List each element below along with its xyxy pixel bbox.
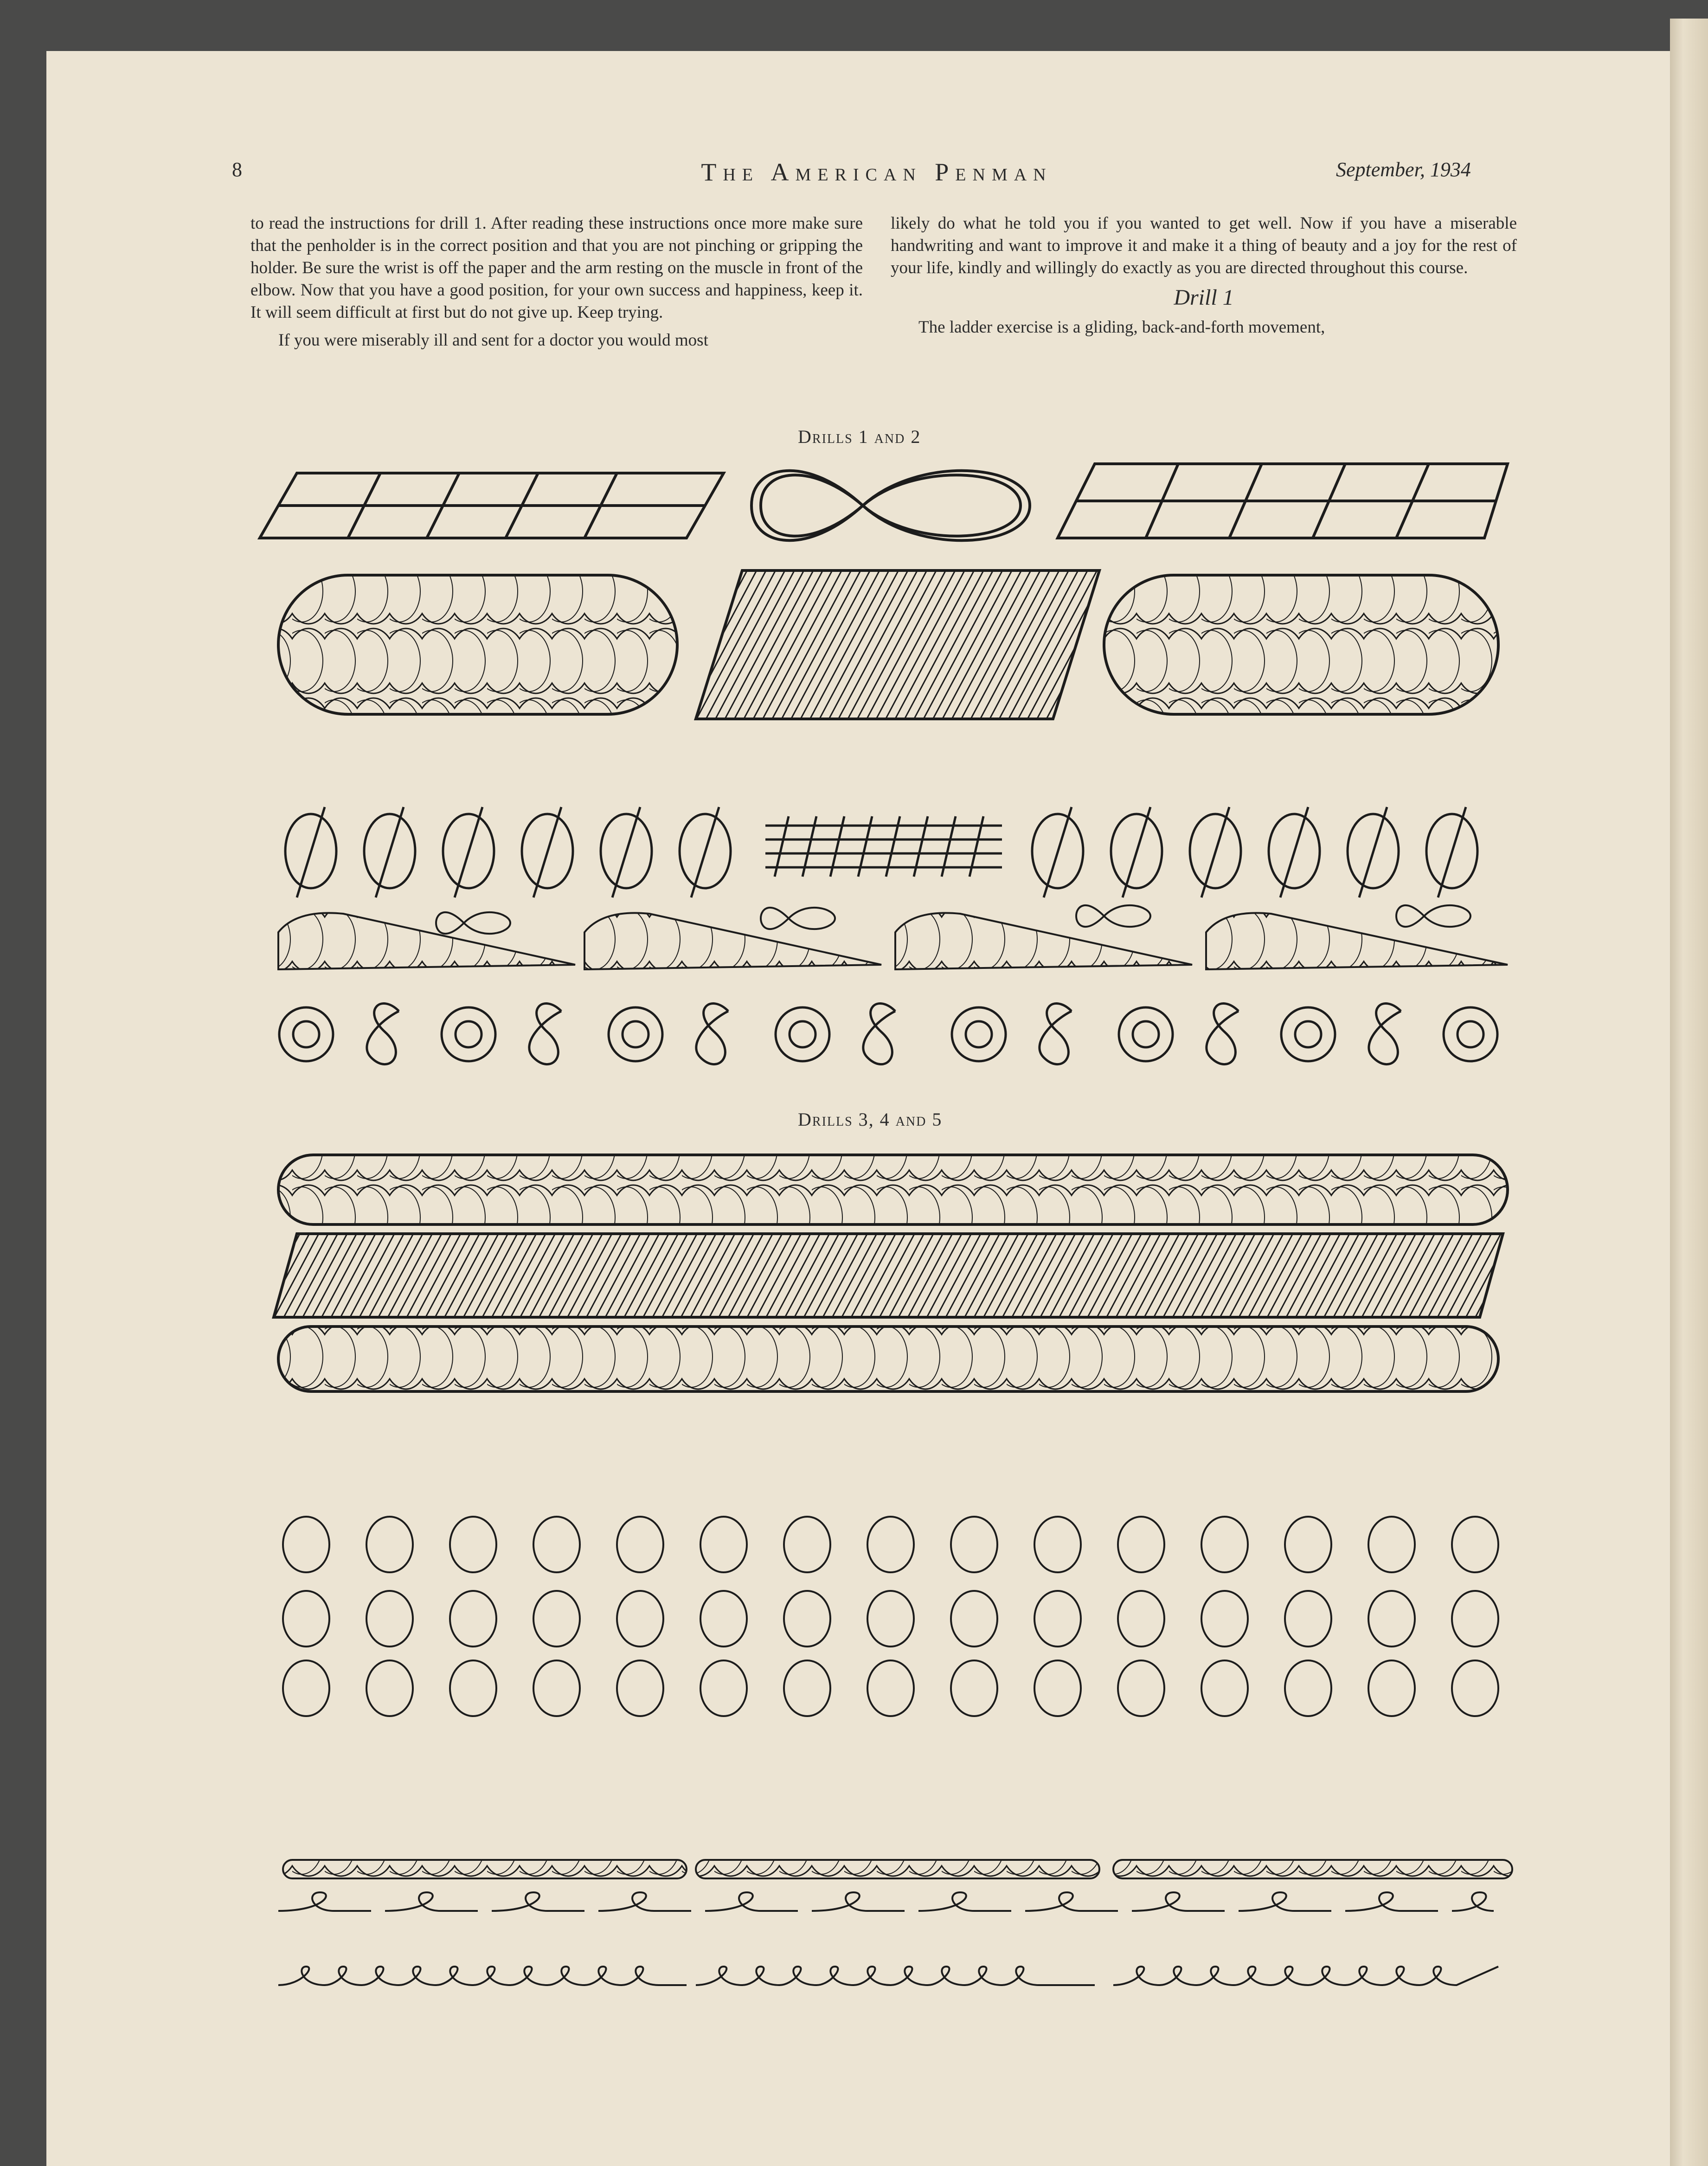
e-loop-band-1 [283,1860,687,1878]
letter-o-row-3 [283,1660,1498,1716]
ladder-drill-left [260,473,724,538]
push-pull-drill [696,570,1099,719]
letter-e-drills [278,1860,1512,2166]
page-number: 8 [232,158,242,181]
drill-5-oval-band [278,1327,1498,1391]
right-paragraph-1: likely do what he told you if you wanted to get well. Now if you have a miserable handwriting and want to improve it and make it a thing of beauty and a joy for the rest of your life, kindly and willingly do exactly as you are directed throughout this course. [891,214,1517,277]
right-paragraph-2: The ladder exercise is a gliding, back-and-forth movement, [918,318,1325,337]
cone-drill-row [278,905,1508,969]
caption-drills-3-4-5: Drills 3, 4 and 5 [798,1109,943,1130]
oval-drill-right [1104,575,1498,714]
left-paragraph-2: If you were miserably ill and sent for a doctor you would most [278,331,708,350]
figure-eight-drill [751,471,1030,540]
slashed-ovals-row [285,807,1477,897]
e-row-connected [278,1967,1498,1985]
oval-eight-row [279,1004,1497,1064]
drill-3-oval-band [278,1155,1508,1224]
drill-1-heading: Drill 1 [1174,285,1234,310]
e-loop-band-3 [1113,1860,1512,1878]
caption-drills-1-2: Drills 1 and 2 [798,426,921,447]
letter-o-rows [283,1517,1498,1716]
drill-4-hatch-band [274,1234,1503,1317]
left-paragraph-1: to read the instructions for drill 1. After reading these instructions once more make sure that the penholder is in the correct position and that you are not pinching or gripping the holder. Be sure the wrist is off the paper and the arm resting on the muscle in front of the elbow. Now that you have a good position, for your own success and happiness, keep it. It will seem difficult at first but do not give up. Keep trying. [250,214,863,322]
letter-o-row-1 [283,1517,1498,1572]
e-loop-band-2 [696,1860,1099,1878]
issue-date: September, 1934 [1336,158,1471,181]
e-row-spaced [278,1892,1494,1911]
ladder-drill-right [1058,464,1508,538]
masthead: The American Penman [701,158,1053,186]
letter-o-row-2 [283,1591,1498,1647]
oval-drill-left [278,575,677,714]
